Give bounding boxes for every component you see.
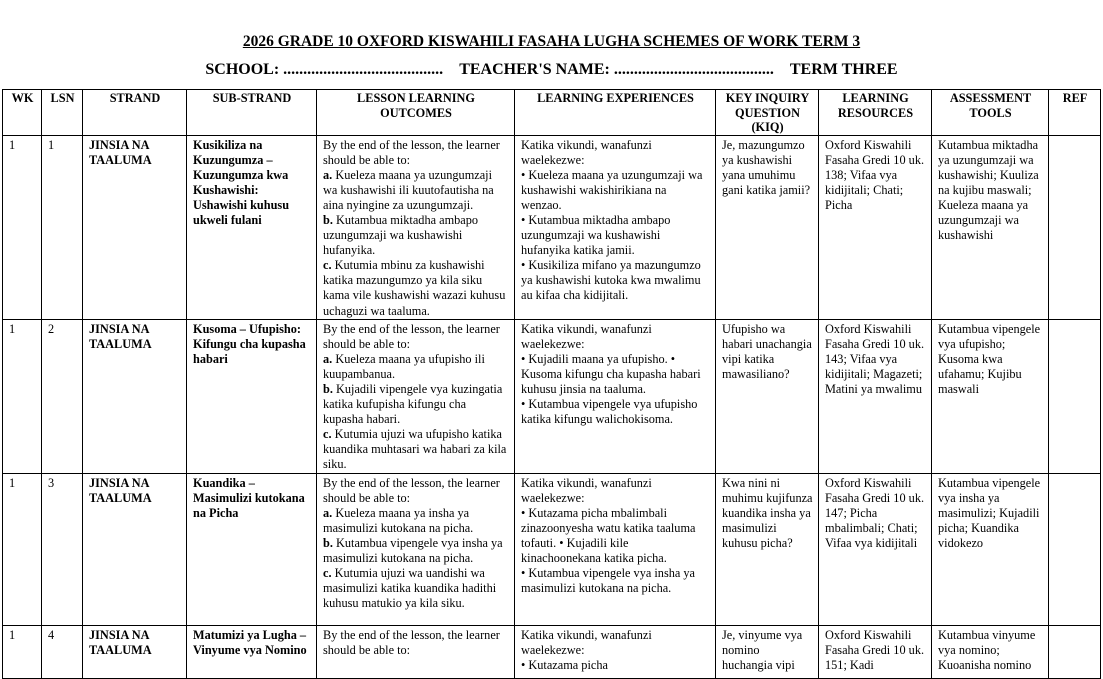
outcomes-intro: By the end of the lesson, the learner should be able to: [323,475,500,505]
outcome-item: c. Kutumia ujuzi wa ufupisho katika kuandika muhtasari wa habari za kila siku. [323,427,507,472]
header-assessment: ASSESSMENT TOOLS [932,90,1049,136]
outcome-item: b. Kutambua vipengele vya insha ya masimulizi kutokana na picha. [323,535,503,566]
table-row [3,625,1101,678]
header-ref: REF [1049,90,1101,136]
teacher-name-field: TEACHER'S NAME: ........................................ [459,61,774,78]
document-title: 2026 GRADE 10 OXFORD KISWAHILI FASAHA LUGHA SCHEMES OF WORK TERM 3 [242,33,861,50]
kiq-cell: Kwa nini ni muhimu kujifunza kuandika insha ya masimulizi kuhusu picha? [716,473,819,625]
wk-cell: 1 [3,473,42,625]
outcomes-cell [317,135,515,319]
outcomes-cell [317,319,515,473]
header-experiences: LEARNING EXPERIENCES [515,90,716,136]
sub-strand-cell: Kusoma – Ufupisho: Kifungu cha kupasha habari [187,319,317,473]
experience-item: • Kutambua miktadha ambapo uzungumzaji wa kushawishi hufanyika katika jamii. [521,212,671,258]
experiences-intro: Katika vikundi, wanafunzi waelekezwe: [521,137,652,167]
outcome-item: c. Kutumia mbinu za kushawishi katika mazungumzo ya kila siku kama vile kushawishi wazazi kuhusu uchaguzi wa taaluma. [323,258,506,318]
header-strand: STRAND [83,90,187,136]
header-lsn: LSN [42,90,83,136]
strand-cell: JINSIA NA TAALUMA [83,473,187,625]
ref-cell [1049,135,1101,319]
table-row [3,473,1101,625]
experiences-intro: Katika vikundi, wanafunzi waelekezwe: [521,321,652,351]
lsn-cell: 1 [42,135,83,319]
experience-item: • Kueleza maana ya uzungumzaji wa kushawishi wakishirikiana na wenzao. [521,167,703,212]
wk-cell: 1 [3,135,42,319]
header-kiq: KEY INQUIRY QUESTION (KIQ) [716,90,819,136]
lsn-cell: 2 [42,319,83,473]
experience-item: • Kusikiliza mifano ya mazungumzo ya kushawishi kutoka kwa mwalimu au kifaa cha kidijitali. [521,258,701,303]
strand-cell: JINSIA NA TAALUMA [83,319,187,473]
kiq-cell: Ufupisho wa habari unachangia vipi katika mawasiliano? [716,319,819,473]
outcomes-cell [317,473,515,625]
experiences-cell [515,473,716,625]
scheme-of-work-table [2,89,1101,679]
experience-item: • Kujadili maana ya ufupisho. • Kusoma kifungu cha kupasha habari kuhusu jinsia na taaluma. [521,351,701,396]
lsn-cell: 4 [42,625,83,678]
sub-strand-cell: Matumizi ya Lugha – Vinyume vya Nomino [187,625,317,678]
header-outcomes: LESSON LEARNING OUTCOMES [317,90,515,136]
experiences-cell [515,135,716,319]
table-row [3,319,1101,473]
experiences-intro: Katika vikundi, wanafunzi waelekezwe: [521,475,652,505]
table-header-row [3,90,1101,136]
assessment-cell: Kutambua vipengele vya insha ya masimulizi; Kujadili picha; Kuandika vidokezo [932,473,1049,625]
outcomes-intro: By the end of the lesson, the learner should be able to: [323,137,500,167]
header-sub-strand: SUB-STRAND [187,90,317,136]
outcome-item: a. Kueleza maana ya ufupisho ili kuupambanua. [323,351,485,381]
lsn-cell: 3 [42,473,83,625]
ref-cell [1049,473,1101,625]
term-label: TERM THREE [789,61,898,78]
assessment-cell: Kutambua vinyume vya nomino; Kuoanisha nomino [932,625,1049,678]
outcome-item: b. Kujadili vipengele vya kuzingatia katika kufupisha kifungu cha kupasha habari. [323,382,503,427]
experience-item: • Kutambua vipengele vya ufupisho katika kifungu walichokisoma. [521,397,698,427]
resources-cell: Oxford Kiswahili Fasaha Gredi 10 uk. 151; Kadi [819,625,932,678]
outcome-item: a. Kueleza maana ya insha ya masimulizi kutokana na picha. [323,505,474,535]
experiences-intro: Katika vikundi, wanafunzi waelekezwe: [521,627,652,657]
outcome-item: c. Kutumia ujuzi wa uandishi wa masimulizi katika kuandika hadithi kuhusu matukio ya kila siku. [323,566,497,611]
outcome-item: b. Kutambua miktadha ambapo uzungumzaji wa kushawishi hufanyika. [323,212,479,258]
experiences-cell [515,625,716,678]
wk-cell: 1 [3,625,42,678]
kiq-cell: Je, vinyume vya nomino huchangia vipi [716,625,819,678]
strand-cell: JINSIA NA TAALUMA [83,625,187,678]
sub-strand-cell: Kusikiliza na Kuzungumza – Kuzungumza kwa Kushawishi: Ushawishi kuhusu ukweli fulani [187,135,317,319]
wk-cell: 1 [3,319,42,473]
experience-item: • Kutazama picha mbalimbali zinazoonyesha watu katika taaluma tofauti. • Kujadili kile kinachoonekana katika picha. [521,505,696,566]
experience-item: • Kutambua vipengele vya insha ya masimulizi kutokana na picha. [521,566,696,596]
resources-cell: Oxford Kiswahili Fasaha Gredi 10 uk. 143; Vifaa vya kidijitali; Magazeti; Matini ya mwalimu [819,319,932,473]
kiq-cell: Je, mazungumzo ya kushawishi yana umuhimu gani katika jamii? [716,135,819,319]
sub-strand-cell: Kuandika – Masimulizi kutokana na Picha [187,473,317,625]
assessment-cell: Kutambua miktadha ya uzungumzaji wa kushawishi; Kuuliza na kujibu maswali; Kueleza maana ya uzungumzaji wa kushawishi [932,135,1049,319]
header-resources: LEARNING RESOURCES [819,90,932,136]
outcomes-intro: By the end of the lesson, the learner should be able to: [323,627,500,657]
resources-cell: Oxford Kiswahili Fasaha Gredi 10 uk. 138; Vifaa vya kidijitali; Chati; Picha [819,135,932,319]
ref-cell [1049,319,1101,473]
experience-item: • Kutazama picha [521,657,608,672]
document-subtitle [0,61,1103,79]
resources-cell: Oxford Kiswahili Fasaha Gredi 10 uk. 147; Picha mbalimbali; Chati; Vifaa vya kidijitali [819,473,932,625]
outcomes-intro: By the end of the lesson, the learner should be able to: [323,321,500,351]
strand-cell: JINSIA NA TAALUMA [83,135,187,319]
experiences-cell [515,319,716,473]
table-row [3,135,1101,319]
assessment-cell: Kutambua vipengele vya ufupisho; Kusoma kwa ufahamu; Kujibu maswali [932,319,1049,473]
ref-cell [1049,625,1101,678]
outcomes-cell [317,625,515,678]
outcome-item: a. Kueleza maana ya uzungumzaji wa kushawishi ili kuutofautisha na aina nyingine za uzungumzaji. [323,167,494,212]
school-field: SCHOOL: ........................................ [205,61,444,78]
header-wk: WK [3,90,42,136]
